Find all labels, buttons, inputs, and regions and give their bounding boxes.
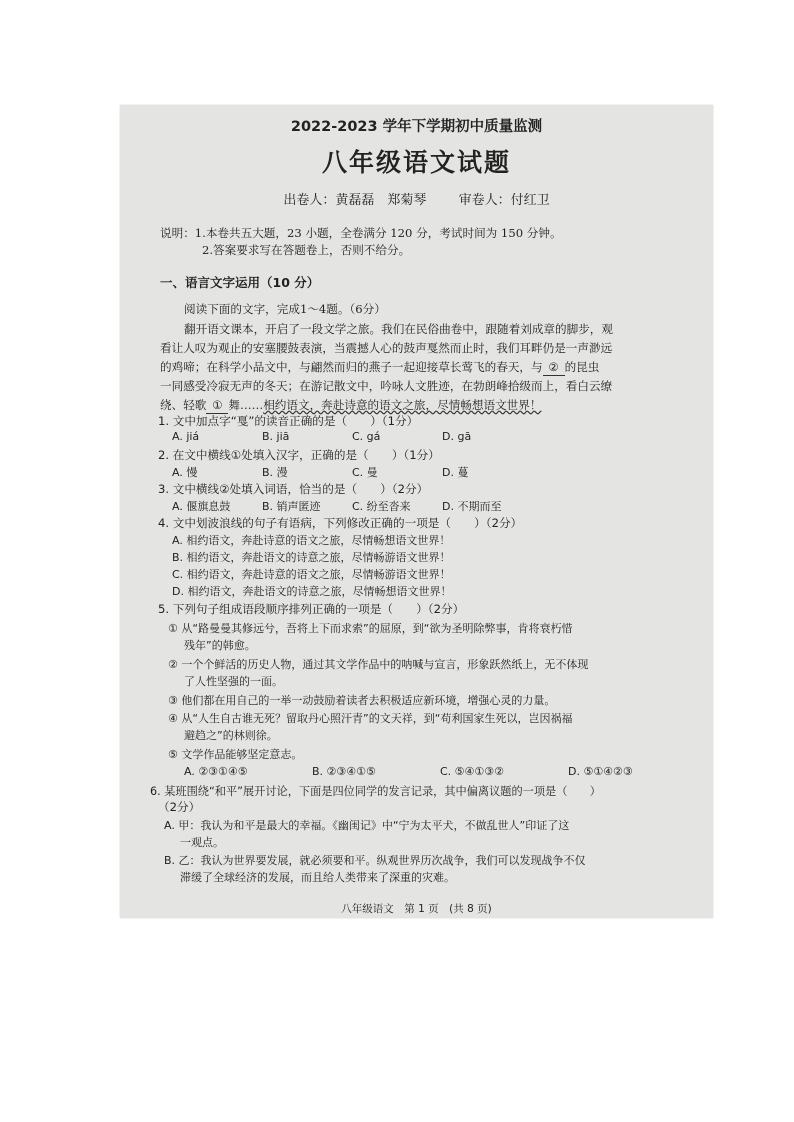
instruction-line-1: 说明：1.本卷共五大题，23 小题，全卷满分 120 分，考试时间为 150 分钟。 — [160, 226, 562, 240]
q3-option-c: C. 纷至沓来 — [352, 500, 411, 513]
passage-line-3 — [160, 359, 599, 376]
reviewer-label: 审卷人：付红卫 — [458, 193, 550, 208]
passage-line-4: 一同感受冷寂无声的冬天；在游记散文中，吟咏人文胜迹，在勃朗峰拾级而上，看白云缭 — [160, 379, 613, 393]
q1-options — [172, 430, 532, 443]
passage-line-2: 看让人叹为观止的安塞腰鼓表演，当震撼人心的鼓声戛然而止时，我们耳畔仍是一声渺远 — [160, 341, 613, 355]
passage-line-3-tail: 的昆虫 — [564, 360, 600, 374]
passage-line-1: 翻开语文课本，开启了一段文学之旅。我们在民俗曲卷中，跟随着刘成章的脚步，观 — [184, 322, 613, 336]
q6-stem-points: （2分） — [158, 800, 201, 814]
q2-option-b: B. 漫 — [262, 466, 288, 479]
q2-stem: 2. 在文中横线①处填入汉字，正确的是（ ）（1分） — [158, 448, 440, 462]
q2-option-c: C. 曼 — [352, 466, 378, 479]
q1-option-c: C. gá — [352, 430, 381, 443]
q5-option-d: D. ⑤①④②③ — [568, 765, 633, 778]
passage-line-5 — [160, 397, 541, 414]
blank-2: ② — [543, 359, 565, 376]
exam-page — [120, 105, 713, 918]
passage-intro: 阅读下面的文字，完成1～4题。（6分） — [184, 302, 386, 316]
q1-option-b: B. jiā — [262, 430, 290, 443]
q5-item-4-cont: 避趋之”的林则徐。 — [184, 729, 278, 742]
passage-line-5-start: 绕、轻歌 — [160, 398, 207, 412]
section-title: 一、语言文字运用（10 分） — [160, 275, 320, 290]
setters-label: 出卷人：黄磊磊 郑菊琴 — [283, 193, 427, 208]
q5-item-3: ③ 他们都在用自己的一举一动鼓励着读者去积极适应新环境，增强心灵的力量。 — [168, 694, 556, 707]
q2-option-a: A. 慢 — [172, 466, 198, 479]
q6-stem: 6. 某班围绕“和平”展开讨论，下面是四位同学的发言记录，其中偏离议题的一项是（ ） — [150, 785, 601, 798]
q5-item-1: ① 从“路曼曼其修远兮，吾将上下而求索”的屈原，到“欲为圣明除弊事，肯将衰朽惜 — [168, 622, 573, 635]
q5-stem: 5. 下列句子组成语段顺序排列正确的一项是（ ）（2分） — [158, 602, 465, 616]
paper-title: 八年级语文试题 — [321, 148, 511, 177]
q6-option-b: B. 乙：我认为世界要发展，就必须要和平。纵观世界历次战争，我们可以发现战争不仅 — [164, 854, 586, 867]
page-footer: 八年级语文 第 1 页 (共 8 页) — [341, 903, 492, 915]
q3-option-b: B. 销声匿迹 — [262, 500, 321, 513]
q6-option-b-cont: 滞缓了全球经济的发展，而且给人类带来了深重的灾难。 — [180, 871, 455, 884]
exam-title: 2022-2023 学年下学期初中质量监测 — [290, 119, 543, 135]
q4-option-d: D. 相约语文，奔赴语文的诗意之旅，尽情畅想语文世界！ — [172, 585, 452, 598]
authors-line — [120, 189, 713, 208]
q1-option-a: A. jiá — [172, 430, 200, 443]
wavy-sentence: 相约语文，奔赴诗意的语文之旅，尽情畅想语文世界！ — [263, 398, 542, 412]
q5-option-c: C. ⑤④①③② — [440, 765, 504, 778]
q5-item-4: ④ 从“人生自古谁无死？留取丹心照汗青”的文天祥，到“苟利国家生死以，岂因祸福 — [168, 712, 573, 725]
blank-1: ① — [206, 397, 228, 414]
q4-option-a: A. 相约语文，奔赴诗意的语文之旅，尽情畅想语文世界！ — [172, 534, 451, 547]
instruction-line-2: 2.答案要求写在答题卷上，否则不给分。 — [202, 243, 411, 257]
q4-stem: 4. 文中划波浪线的句子有语病，下列修改正确的一项是（ ）（2分） — [158, 516, 523, 530]
q5-item-2: ② 一个个鲜活的历史人物，通过其文学作品中的呐喊与宣言，形象跃然纸上，无不体现 — [168, 658, 589, 671]
q6-option-a: A. 甲：我认为和平是最大的幸福。《幽闺记》中“宁为太平犬，不做乱世人”印证了这 — [164, 819, 570, 832]
passage-line-3-text: 的鸡啼；在科学小品文中，与翩然而归的燕子一起迎接草长莺飞的春天，与 — [160, 360, 543, 374]
q5-item-5: ⑤ 文学作品能够坚定意志。 — [168, 748, 303, 761]
q4-option-c: C. 相约语文，奔赴诗意的语文之旅，尽情畅游语文世界！ — [172, 568, 451, 581]
q5-item-2-cont: 了人性坚强的一面。 — [184, 675, 283, 688]
q3-option-d: D. 不期而至 — [442, 500, 502, 513]
q5-option-b: B. ②③④①⑤ — [312, 765, 376, 778]
q6-option-a-cont: 一观点。 — [180, 836, 224, 849]
q1-stem: 1. 文中加点字“戛”的读音正确的是（ ）（1分） — [158, 414, 419, 428]
q4-option-b: B. 相约语文，奔赴语文的诗意之旅，尽情畅游语文世界！ — [172, 551, 451, 564]
q2-option-d: D. 蔓 — [442, 466, 469, 479]
q1-option-d: D. gā — [442, 430, 472, 443]
q5-options — [184, 765, 633, 778]
q5-option-a: A. ②③①④⑤ — [184, 765, 248, 778]
q3-stem: 3. 文中横线②处填入词语，恰当的是（ ）（2分） — [158, 482, 429, 496]
q3-option-a: A. 偃旗息鼓 — [172, 500, 231, 513]
q2-options — [172, 464, 532, 480]
q3-options — [172, 498, 532, 514]
q5-item-1-cont: 残年”的韩愈。 — [184, 639, 256, 652]
passage-line-5-mid: 舞…… — [228, 398, 264, 412]
